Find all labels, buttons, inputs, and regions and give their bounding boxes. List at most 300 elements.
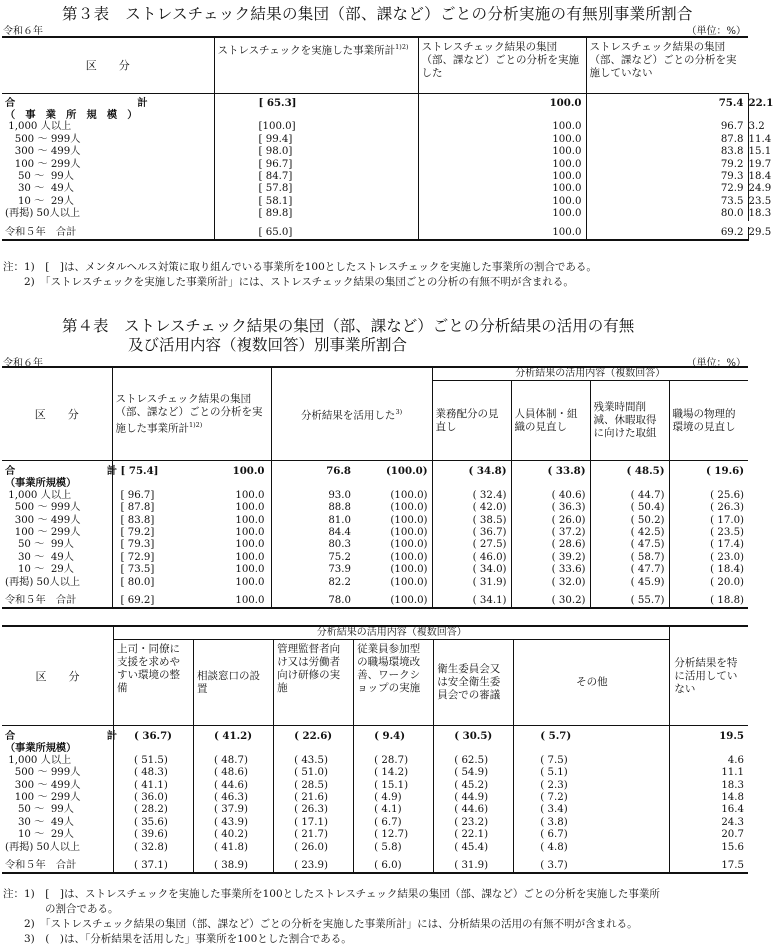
- cell-1: ( 37.9): [194, 804, 274, 816]
- cell-c2: [418, 109, 586, 121]
- cell-4: ( 38.5): [432, 515, 511, 527]
- cell-6: 17.5: [721, 860, 744, 872]
- cell-5: ( 26.0): [511, 515, 590, 527]
- table4b-row: [2, 780, 748, 792]
- cell-4: ( 22.1): [434, 829, 514, 841]
- cell-4: ( 44.9): [434, 792, 514, 804]
- cell-c2: 100.0: [418, 134, 586, 146]
- row-label: (再掲) 50人以上: [2, 842, 113, 854]
- cell-0: ( 35.6): [113, 817, 193, 829]
- cell-0: [ 83.8]: [120, 514, 155, 526]
- table4b-header-kubun: 区 分: [2, 626, 113, 726]
- cell-c1: [ 65.3]: [214, 93, 418, 109]
- cell-2: ( 23.9): [274, 860, 354, 873]
- cell-c3: 80.0: [586, 208, 748, 220]
- cell-6: 15.6: [721, 841, 744, 853]
- row-label: 10 ～ 29人: [2, 829, 113, 841]
- cell-5: ( 37.2): [511, 527, 590, 539]
- cell-6: ( 45.9): [590, 577, 669, 589]
- cell-2: 80.3: [328, 539, 352, 551]
- cell-3: (100.0): [361, 552, 432, 564]
- table4-unit: （単位：%）: [686, 358, 746, 369]
- row-label: 合 計: [2, 93, 214, 109]
- cell-6: 16.4: [721, 804, 744, 816]
- cell-5: ( 7.5): [514, 755, 670, 767]
- table3-row: 500 ～ 999人 [ 99.4] 100.0 87.8 11.4: [2, 134, 748, 146]
- table4b-row: [2, 726, 748, 743]
- table4-year: 令和６年: [3, 358, 43, 369]
- cell-0: [ 87.8]: [120, 502, 155, 514]
- table4-row: [2, 490, 748, 502]
- table4-note: 2) 「ストレスチェック結果の集団（部、課など）ごとの分析を実施した事業所計」には、分析結果の活用の有無不明が含まれる。: [3, 918, 638, 930]
- cell-2: 75.2: [328, 551, 352, 563]
- cell-3: ( 6.7): [354, 817, 434, 829]
- cell-3: ( 6.0): [354, 860, 434, 873]
- row-label: 50 ～ 99人: [2, 171, 214, 183]
- cell-4: ( 31.9): [434, 860, 514, 873]
- cell-0: [ 79.3]: [120, 539, 155, 551]
- cell-6: 4.6: [727, 754, 744, 766]
- cell-c1: [ 99.4]: [214, 134, 418, 146]
- cell-7: ( 17.4): [710, 539, 745, 551]
- cell-0: ( 48.3): [113, 767, 193, 779]
- cell-c2: 100.0: [418, 227, 586, 240]
- table4-part1: [2, 366, 748, 609]
- row-label: 令和５年 合計: [2, 860, 113, 873]
- cell-2: ( 22.6): [274, 726, 354, 743]
- cell-c2: 100.0: [418, 93, 586, 109]
- cell-2: ( 26.0): [274, 842, 354, 854]
- cell-c2: 100.0: [418, 208, 586, 220]
- cell-2: [274, 742, 354, 754]
- row-label: 10 ～ 29人: [2, 196, 214, 208]
- table3-header-col1: [214, 37, 418, 93]
- table3-title: 第３表 ストレスチェック結果の集団（部、課など）ごとの分析実施の有無別事業所割合: [62, 5, 693, 23]
- cell-c1: [ 65.0]: [214, 227, 418, 240]
- cell-1: ( 43.9): [194, 817, 274, 829]
- cell-c1: [100.0]: [214, 121, 418, 133]
- row-label: 10 ～ 29人: [2, 564, 112, 576]
- cell-1: 100.0: [216, 515, 271, 527]
- row-label: 1,000 人以上: [2, 755, 113, 767]
- table3-header-kubun: 区 分: [2, 37, 214, 93]
- cell-4: ( 36.7): [432, 527, 511, 539]
- cell-1: 100.0: [216, 461, 271, 478]
- table4-part2: [2, 625, 748, 874]
- table4b-row: [2, 792, 748, 804]
- cell-c2: 100.0: [418, 196, 586, 208]
- cell-6: 11.1: [721, 767, 744, 779]
- table4-header-g4: 職場の物理的環境の見直し: [672, 407, 736, 433]
- cell-1: 100.0: [216, 595, 271, 608]
- cell-c3: 79.2: [586, 159, 748, 171]
- cell-c3: 96.7: [586, 121, 748, 133]
- table4-header-col1-text: ストレスチェック結果の集団（部、課など）ごとの分析を実施した事業所計: [115, 392, 263, 435]
- row-label: 令和５年 合計: [2, 595, 112, 608]
- table4-row: [2, 539, 748, 551]
- cell-0: [ 72.9]: [120, 551, 155, 563]
- cell-0: ( 41.1): [113, 780, 193, 792]
- table4b-row: [2, 829, 748, 841]
- cell-c3: 87.8: [586, 134, 748, 146]
- cell-0: [113, 742, 193, 754]
- table4-row: [2, 527, 748, 539]
- row-label: 300 ～ 499人: [2, 515, 112, 527]
- table3-row: 30 ～ 49人 [ 57.8] 100.0 72.9 24.9: [2, 183, 748, 195]
- row-label: 30 ～ 49人: [2, 817, 113, 829]
- cell-c3: 83.8: [586, 146, 748, 158]
- table4-row: [2, 515, 748, 527]
- cell-2: 81.0: [328, 514, 352, 526]
- row-label: (再掲) 50人以上: [2, 208, 214, 220]
- table4-notes: [3, 886, 660, 946]
- table4b-header-h5: 衛生委員会又は安全衛生委員会での審議: [434, 640, 514, 726]
- cell-5: ( 28.6): [511, 539, 590, 551]
- table3-notes: [3, 259, 597, 289]
- cell-4: ( 45.4): [434, 842, 514, 854]
- cell-4: ( 54.9): [434, 767, 514, 779]
- cell-0: [ 69.2]: [120, 595, 155, 607]
- cell-1: ( 41.8): [194, 842, 274, 854]
- table4b-row: [2, 842, 748, 854]
- row-label: (再掲) 50人以上: [2, 577, 112, 589]
- cell-7: ( 19.6): [706, 465, 745, 477]
- cell-1: ( 40.2): [194, 829, 274, 841]
- table4-title: 第４表 ストレスチェック結果の集団（部、課など）ごとの分析結果の活用の有無: [62, 317, 635, 335]
- table4-title-line2: 及び活用内容（複数回答）別事業所割合: [128, 336, 408, 354]
- cell-6: ( 50.2): [590, 515, 669, 527]
- table4-header-col2-text: 分析結果を活用した: [300, 409, 396, 422]
- table4b-row: [2, 860, 748, 873]
- cell-4: ( 44.6): [434, 804, 514, 816]
- cell-5: ( 33.8): [511, 461, 590, 478]
- cell-4: ( 34.1): [432, 595, 511, 608]
- table4-note: 注：1) [ ]は、ストレスチェックを実施した事業所を100としたストレスチェック結果の集団（部、課など）ごとの分析を実施した事業所: [3, 888, 660, 900]
- cell-4: ( 45.2): [434, 780, 514, 792]
- cell-0: ( 32.8): [113, 842, 193, 854]
- cell-0: ( 37.1): [113, 860, 193, 873]
- cell-7: ( 25.6): [710, 489, 745, 501]
- row-label: 50 ～ 99人: [2, 539, 112, 551]
- table4-header-g1: 業務配分の見直し: [432, 381, 511, 461]
- row-label: 50 ～ 99人: [2, 804, 113, 816]
- table3-note: 注：1) [ ]は、メンタルヘルス対策に取り組んでいる事業所を100としたストレスチェックを実施した事業所の割合である。: [3, 261, 597, 273]
- cell-7: ( 26.3): [710, 502, 745, 514]
- cell-5: ( 7.2): [514, 792, 670, 804]
- cell-1: 100.0: [216, 502, 271, 514]
- table3-row: [2, 109, 748, 121]
- row-label: 500 ～ 999人: [2, 134, 214, 146]
- table3-note: 2) 「ストレスチェックを実施した事業所計」には、ストレスチェック結果の集団ごとの分析の有無不明が含まれる。: [3, 276, 574, 288]
- cell-4: ( 27.5): [432, 539, 511, 551]
- table4-note: 3) ( )は、「分析結果を活用した」事業所を100とした割合である。: [3, 933, 352, 945]
- cell-2: 84.4: [328, 527, 352, 539]
- table3-unit: （単位：%）: [686, 26, 746, 37]
- row-label: 100 ～ 299人: [2, 792, 113, 804]
- cell-c1: [ 84.7]: [214, 171, 418, 183]
- table3-row: 10 ～ 29人 [ 58.1] 100.0 73.5 23.5: [2, 196, 748, 208]
- cell-0: [ 96.7]: [120, 489, 155, 501]
- cell-2: ( 51.0): [274, 767, 354, 779]
- cell-c3: 75.4: [586, 93, 748, 109]
- cell-6: ( 58.7): [590, 552, 669, 564]
- cell-6: 18.3: [721, 779, 744, 791]
- cell-6: ( 42.5): [590, 527, 669, 539]
- cell-5: ( 36.3): [511, 502, 590, 514]
- cell-5: ( 2.3): [514, 780, 670, 792]
- cell-4: ( 23.2): [434, 817, 514, 829]
- row-label: 合 計: [2, 726, 113, 743]
- table3-header-col2: ストレスチェック結果の集団（部、課など）ごとの分析を実施した: [418, 37, 586, 93]
- cell-0: ( 36.0): [113, 792, 193, 804]
- cell-6: 24.3: [721, 816, 744, 828]
- cell-2: 82.2: [328, 576, 352, 588]
- cell-0: ( 39.6): [113, 829, 193, 841]
- cell-7: ( 17.0): [710, 514, 745, 526]
- cell-1: 100.0: [216, 527, 271, 539]
- cell-7: ( 20.0): [710, 576, 745, 588]
- cell-c2: 100.0: [418, 183, 586, 195]
- cell-4: ( 34.8): [432, 461, 511, 478]
- cell-6: ( 48.5): [590, 461, 669, 478]
- cell-c3: [586, 109, 748, 121]
- table3-header-col3: ストレスチェック結果の集団（部、課など）ごとの分析を実施していない: [589, 41, 737, 79]
- cell-c1: [ 89.8]: [214, 208, 418, 220]
- table3-row: 合 計 [ 65.3] 100.0 75.4 22.1: [2, 93, 748, 109]
- table3-row: 100 ～ 299人 [ 96.7] 100.0 79.2 19.7: [2, 159, 748, 171]
- cell-6: ( 44.7): [590, 490, 669, 502]
- cell-5: ( 4.8): [514, 842, 670, 854]
- table4-row: [2, 461, 748, 478]
- cell-2: 88.8: [328, 502, 352, 514]
- table4b-row: [2, 767, 748, 779]
- cell-1: 100.0: [216, 490, 271, 502]
- cell-3: (100.0): [361, 502, 432, 514]
- table4-header-g3: 残業時間削減、休暇取得に向けた取組: [590, 381, 669, 461]
- table4-row: [2, 577, 748, 589]
- table3-year: 令和６年: [3, 26, 43, 37]
- cell-4: ( 42.0): [432, 502, 511, 514]
- cell-4: ( 62.5): [434, 755, 514, 767]
- table4b-header-h6: その他: [514, 640, 670, 726]
- cell-5: ( 3.8): [514, 817, 670, 829]
- cell-3: (100.0): [361, 527, 432, 539]
- table4-row: [2, 552, 748, 564]
- cell-2: ( 28.5): [274, 780, 354, 792]
- table4-row: [2, 477, 748, 489]
- table4b-header-h4: 従業員参加型の職場環境改善、ワークショップの実施: [354, 640, 434, 726]
- cell-6: 19.5: [719, 730, 744, 742]
- table4-header-col2: [271, 367, 432, 461]
- row-label: 令和５年 合計: [2, 227, 214, 240]
- cell-3: ( 4.1): [354, 804, 434, 816]
- cell-6: 20.7: [721, 829, 744, 841]
- cell-5: ( 5.7): [514, 726, 670, 743]
- cell-5: ( 32.0): [511, 577, 590, 589]
- table4-row: [2, 595, 748, 608]
- cell-4: ( 46.0): [432, 552, 511, 564]
- row-label: 500 ～ 999人: [2, 502, 112, 514]
- cell-c2: 100.0: [418, 159, 586, 171]
- cell-0: [ 73.5]: [120, 564, 155, 576]
- cell-3: (100.0): [361, 461, 432, 478]
- cell-4: [432, 477, 511, 489]
- table3-header-col1-text: ストレスチェックを実施した事業所計: [217, 44, 396, 57]
- cell-2: ( 21.7): [274, 829, 354, 841]
- cell-1: 100.0: [216, 552, 271, 564]
- cell-4: ( 30.5): [434, 726, 514, 743]
- table3-row: 1,000 人以上 [100.0] 100.0 96.7 3.2: [2, 121, 748, 133]
- table4b-row: [2, 755, 748, 767]
- cell-6: [670, 742, 748, 754]
- table4b-header-h7: 分析結果を特に活用していない: [674, 656, 738, 695]
- row-label: 100 ～ 299人: [2, 159, 214, 171]
- row-label: 1,000 人以上: [2, 121, 214, 133]
- row-label: 30 ～ 49人: [2, 552, 112, 564]
- row-label: 300 ～ 499人: [2, 146, 214, 158]
- row-label: 100 ～ 299人: [2, 527, 112, 539]
- cell-5: ( 40.6): [511, 490, 590, 502]
- cell-c3: 79.3: [586, 171, 748, 183]
- row-label: （事業所規模）: [2, 477, 112, 489]
- cell-0: ( 28.2): [113, 804, 193, 816]
- cell-2: ( 26.3): [274, 804, 354, 816]
- cell-3: ( 28.7): [354, 755, 434, 767]
- cell-0: [ 75.4]: [120, 465, 159, 477]
- cell-c3: 69.2: [586, 227, 748, 240]
- cell-5: ( 39.2): [511, 552, 590, 564]
- table4-header-col1-sup: 1)2): [189, 420, 203, 429]
- cell-3: (100.0): [361, 539, 432, 551]
- cell-1: ( 46.3): [194, 792, 274, 804]
- cell-c1: [ 57.8]: [214, 183, 418, 195]
- row-label: 1,000 人以上: [2, 490, 112, 502]
- table4b-row: [2, 817, 748, 829]
- table4b-header-h1: 上司・同僚に支援を求めやすい環境の整備: [113, 640, 193, 726]
- cell-3: ( 4.9): [354, 792, 434, 804]
- cell-7: ( 23.5): [710, 527, 745, 539]
- table3-header-col1-sup: 1)2): [395, 43, 409, 51]
- cell-c1: [214, 109, 418, 121]
- cell-1: ( 48.7): [194, 755, 274, 767]
- table4-header-col2-sup: 3): [395, 407, 403, 416]
- cell-3: ( 9.4): [354, 726, 434, 743]
- table4b-header-group: 分析結果の活用内容（複数回答）: [113, 626, 669, 640]
- table4b-header-h2: 相談窓口の設置: [194, 640, 274, 726]
- cell-1: [216, 477, 271, 489]
- cell-2: ( 17.1): [274, 817, 354, 829]
- cell-c3: 73.5: [586, 196, 748, 208]
- cell-2: 78.0: [328, 595, 352, 607]
- cell-7: ( 18.8): [710, 595, 745, 607]
- cell-3: (100.0): [361, 595, 432, 608]
- table4-row: [2, 502, 748, 514]
- cell-1: 100.0: [216, 577, 271, 589]
- table3-row: 50 ～ 99人 [ 84.7] 100.0 79.3 18.4: [2, 171, 748, 183]
- cell-3: ( 12.7): [354, 829, 434, 841]
- table3-row: 令和５年 合計 [ 65.0] 100.0 69.2 29.5: [2, 227, 748, 240]
- table3: [2, 36, 773, 241]
- cell-2: ( 21.6): [274, 792, 354, 804]
- cell-5: ( 6.7): [514, 829, 670, 841]
- cell-4: ( 34.0): [432, 564, 511, 576]
- cell-3: ( 14.2): [354, 767, 434, 779]
- cell-1: 100.0: [216, 564, 271, 576]
- cell-5: ( 30.2): [511, 595, 590, 608]
- table4-header-col1: [112, 367, 271, 461]
- table4-header-kubun: 区 分: [2, 367, 112, 461]
- cell-5: ( 33.6): [511, 564, 590, 576]
- cell-5: [511, 477, 590, 489]
- table4b-header-h3: 管理監督者向け又は労働者向け研修の実施: [274, 640, 354, 726]
- cell-6: [590, 477, 669, 489]
- cell-2: 73.9: [328, 564, 352, 576]
- cell-3: (100.0): [361, 577, 432, 589]
- table4b-row: [2, 742, 748, 754]
- cell-4: ( 32.4): [432, 490, 511, 502]
- cell-6: ( 47.5): [590, 539, 669, 551]
- cell-2: 93.0: [328, 489, 352, 501]
- cell-6: ( 47.7): [590, 564, 669, 576]
- cell-3: (100.0): [361, 564, 432, 576]
- cell-6: 14.8: [721, 792, 744, 804]
- cell-c1: [ 58.1]: [214, 196, 418, 208]
- cell-c2: 100.0: [418, 146, 586, 158]
- cell-c3: 72.9: [586, 183, 748, 195]
- cell-1: 100.0: [216, 539, 271, 551]
- cell-4: ( 31.9): [432, 577, 511, 589]
- cell-7: ( 23.0): [710, 551, 745, 563]
- table4-note: の割合である。: [3, 903, 119, 915]
- cell-6: ( 55.7): [590, 595, 669, 608]
- cell-0: [ 79.2]: [120, 527, 155, 539]
- cell-0: ( 51.5): [113, 755, 193, 767]
- cell-3: ( 5.8): [354, 842, 434, 854]
- cell-4: [434, 742, 514, 754]
- cell-c2: 100.0: [418, 121, 586, 133]
- row-label: 500 ～ 999人: [2, 767, 113, 779]
- row-label: 合 計: [2, 461, 112, 478]
- cell-5: [514, 742, 670, 754]
- cell-c2: 100.0: [418, 171, 586, 183]
- cell-2: 76.8: [326, 465, 352, 477]
- cell-3: (100.0): [361, 515, 432, 527]
- row-label: （ 事 業 所 規 模 ）: [2, 109, 214, 121]
- cell-2: ( 43.5): [274, 755, 354, 767]
- cell-2: [271, 477, 361, 489]
- cell-0: [112, 477, 216, 489]
- row-label: 300 ～ 499人: [2, 780, 113, 792]
- cell-1: ( 44.6): [194, 780, 274, 792]
- cell-6: ( 50.4): [590, 502, 669, 514]
- table3-row: 300 ～ 499人 [ 98.0] 100.0 83.8 15.1: [2, 146, 748, 158]
- cell-7: ( 18.4): [710, 564, 745, 576]
- cell-1: [194, 742, 274, 754]
- cell-c1: [ 96.7]: [214, 159, 418, 171]
- cell-3: [361, 477, 432, 489]
- table4-header-g2: 人員体制・組織の見直し: [511, 381, 590, 461]
- cell-3: ( 15.1): [354, 780, 434, 792]
- cell-3: (100.0): [361, 490, 432, 502]
- cell-5: ( 3.7): [514, 860, 670, 873]
- table4-row: [2, 564, 748, 576]
- table4b-row: [2, 804, 748, 816]
- row-label: 30 ～ 49人: [2, 183, 214, 195]
- row-label: （事業所規模）: [2, 742, 113, 754]
- cell-5: ( 3.4): [514, 804, 670, 816]
- table3-row: (再掲) 50人以上 [ 89.8] 100.0 80.0 18.3: [2, 208, 748, 220]
- cell-3: [354, 742, 434, 754]
